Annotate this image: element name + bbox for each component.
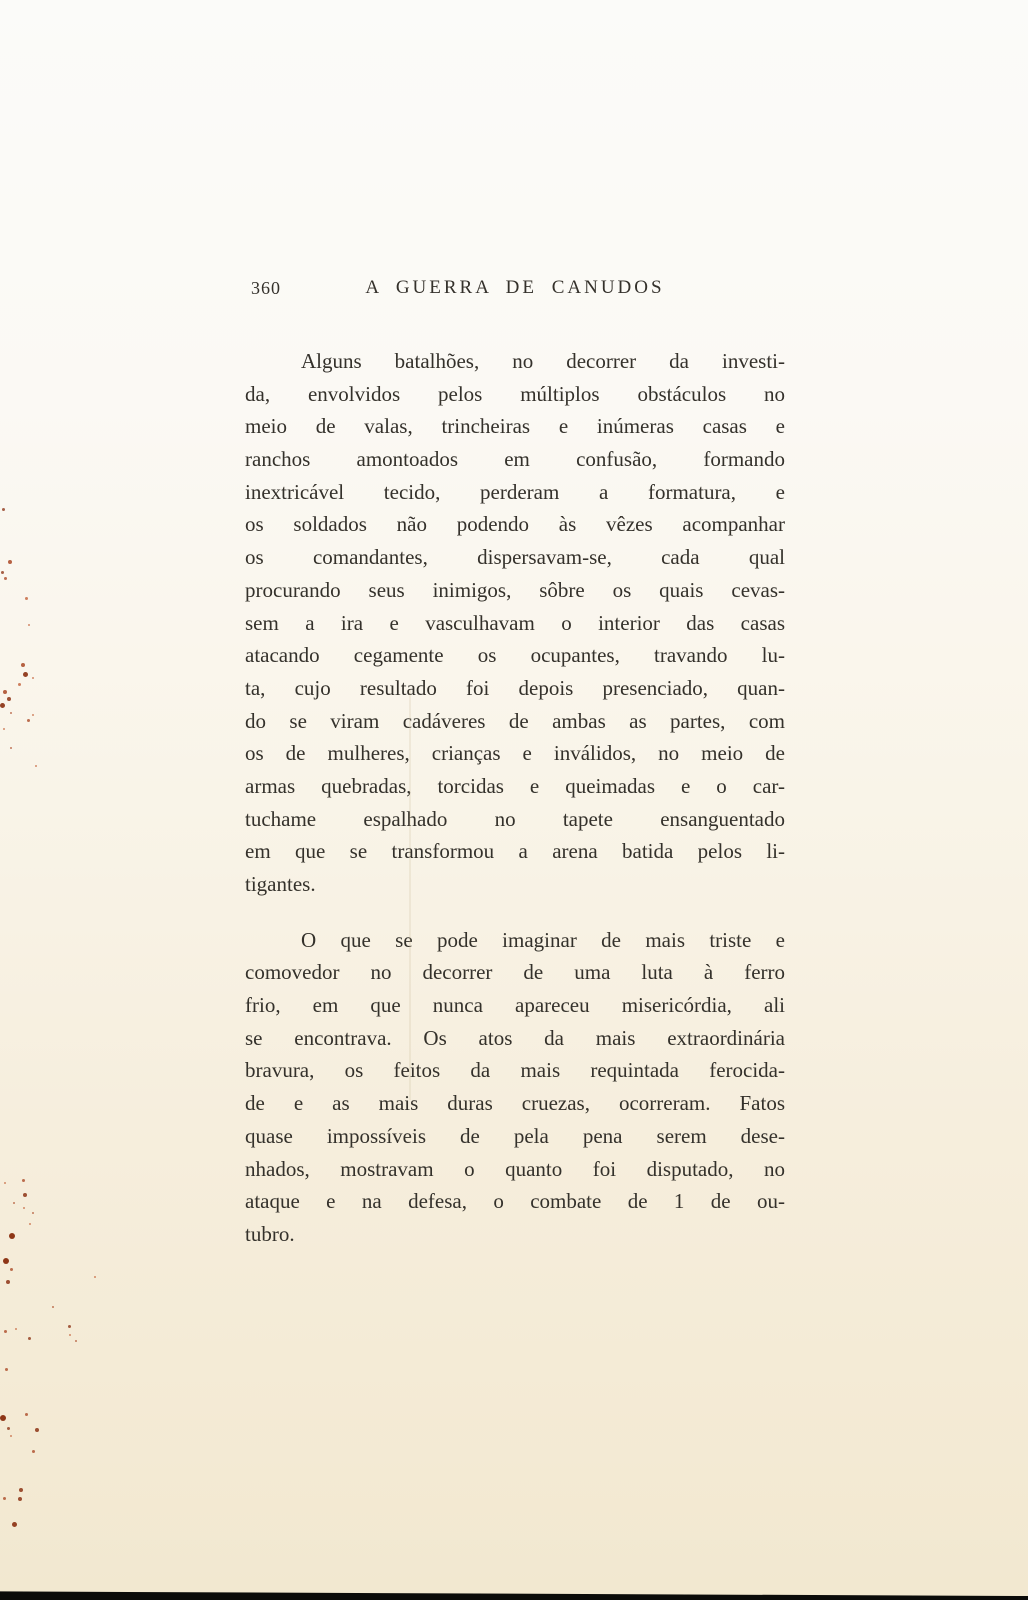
text-line: comovedor no decorrer de uma luta à ferro [245,960,785,985]
ink-speck [25,597,28,600]
text-line: tuchame espalhado no tapete ensanguentado [245,806,785,831]
ink-speck [18,683,21,686]
text-line: os de mulheres, crianças e inválidos, no meio de [245,741,785,766]
ink-speck [12,1522,17,1527]
ink-speck [32,714,34,716]
text-line: bravura, os feitos da mais requintada ferocida- [245,1058,785,1083]
ink-speck [69,1334,71,1336]
body-text [245,345,785,1251]
ink-speck [15,1328,17,1330]
ink-speck [75,1340,77,1342]
ink-speck [19,1488,23,1492]
ink-speck [35,765,37,767]
ink-speck [7,1427,10,1430]
ink-speck [2,508,5,511]
ink-speck [52,1306,54,1308]
page-header [245,276,785,302]
ink-speck [68,1325,71,1328]
text-line: quase impossíveis de pela pena serem dese- [245,1123,785,1148]
ink-speck [0,1415,6,1421]
ink-speck [23,672,28,677]
page-number: 360 [251,278,281,298]
ink-speck [10,712,12,714]
ink-speck [4,577,7,580]
ink-speck [29,1223,31,1225]
running-title: A GUERRA DE CANUDOS [365,277,665,298]
text-line: se encontrava. Os atos da mais extraordinária [245,1025,785,1050]
ink-speck [7,697,11,701]
ink-speck [18,1497,22,1501]
ink-speck [3,1497,6,1500]
ink-speck [32,1212,34,1214]
ink-speck [5,1368,8,1371]
ink-speck [23,1193,27,1197]
ink-speck [10,1268,13,1271]
paragraph-1 [245,345,785,901]
ink-speck [94,1276,96,1278]
ink-speck [27,719,30,722]
ink-speck [9,1233,15,1239]
ink-speck [4,1330,7,1333]
ink-speck [22,1179,25,1182]
text-line: em que se transformou a arena batida pelos li- [245,839,785,864]
ink-speck [0,703,5,708]
text-line: frio, em que nunca apareceu misericórdia, ali [245,993,785,1018]
ink-speck [3,728,5,730]
ink-speck [21,663,25,667]
scan-edge-bar [0,1590,1028,1600]
text-line: Alguns batalhões, no decorrer da investi- [301,349,785,373]
ink-speck [6,1280,10,1284]
ink-speck [3,690,7,694]
ink-speck [4,1182,6,1184]
ink-speck [8,560,12,564]
ink-speck [10,747,12,749]
ink-speck [28,1337,31,1340]
text-line: tubro. [245,1221,295,1246]
text-line: procurando seus inimigos, sôbre os quais cevas- [245,577,785,602]
ink-speck [28,624,30,626]
text-line: do se viram cadáveres de ambas as partes, com [245,708,785,733]
text-line: os soldados não podendo às vêzes acompanhar [245,512,785,537]
ink-speck [13,1202,15,1204]
text-line: nhados, mostravam o quanto foi disputado, no [245,1156,785,1181]
text-line: ataque e na defesa, o combate de 1 de ou- [245,1189,785,1214]
text-line: atacando cegamente os ocupantes, travando lu- [245,643,785,668]
text-line: tigantes. [245,872,316,896]
ink-speck [10,1435,12,1437]
text-line: de e as mais duras cruezas, ocorreram. Fatos [245,1091,785,1116]
ink-speck [32,1450,35,1453]
paper-crease [409,690,411,1100]
ink-speck [1,571,4,574]
ink-speck [3,1258,9,1264]
text-line: ta, cujo resultado foi depois presenciado, quan- [245,675,785,700]
text-line: sem a ira e vasculhavam o interior das casas [245,610,785,635]
text-line: meio de valas, trincheiras e inúmeras casas e [245,414,785,439]
text-line: os comandantes, dispersavam-se, cada qual [245,545,785,570]
text-line: armas quebradas, torcidas e queimadas e o car- [245,773,785,798]
text-line: ranchos amontoados em confusão, formando [245,447,785,472]
paragraph-2 [245,924,785,1251]
ink-speck [25,1413,28,1416]
ink-speck [35,1428,39,1432]
text-line: O que se pode imaginar de mais triste e [301,927,785,952]
ink-speck [23,1207,25,1209]
ink-speck [32,677,34,679]
text-line: da, envolvidos pelos múltiplos obstáculos no [245,381,785,406]
text-line: inextricável tecido, perderam a formatura, e [245,479,785,504]
